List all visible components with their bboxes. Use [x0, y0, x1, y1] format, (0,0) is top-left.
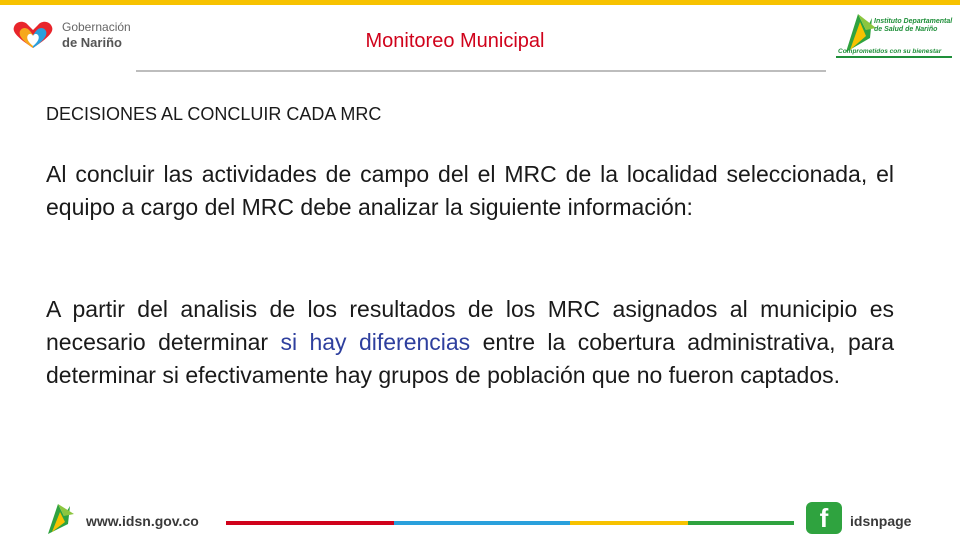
footer-website-link[interactable]: www.idsn.gov.co [86, 513, 199, 529]
footer-stripe-red [226, 521, 394, 525]
top-accent-bar [0, 0, 960, 5]
gobernacion-logo [10, 18, 150, 52]
header-divider [136, 70, 826, 72]
paragraph-2 [46, 293, 894, 392]
footer-stripe-blue [394, 521, 570, 525]
paragraph-2-end: entre la cobertura administrativa, para determinar si efectivamente hay grupos de población que no fueron captados. [46, 329, 894, 388]
institute-name: Instituto Departamental de Salud de Nariño [874, 18, 953, 33]
paragraph-1: Al concluir las actividades de campo del el MRC de la localidad seleccionada, el equipo a cargo del MRC debe analizar la siguiente información: [46, 161, 894, 220]
facebook-icon[interactable]: f [806, 502, 842, 534]
section-title: DECISIONES AL CONCLUIR CADA MRC [46, 104, 382, 124]
institute-tagline: Comprometidos con su bienestar [838, 48, 942, 55]
footer-stripe-green [688, 521, 794, 525]
paragraph-2-highlight: si hay diferencias [280, 329, 471, 355]
paragraph-2-start: A partir del analisis de los resultados de los MRC asignados al municipio es necesario determinar [46, 296, 894, 355]
org-name-line2: de Nariño [62, 35, 122, 50]
heart-logo-icon [10, 20, 56, 50]
footer-stripe-yellow [570, 521, 688, 525]
facebook-handle[interactable]: idsnpage [850, 513, 912, 529]
institute-underline [836, 56, 952, 58]
footer-leaf-logo-icon [44, 500, 82, 536]
page-title: Monitoreo Municipal [365, 30, 545, 52]
org-name-line1: Gobernación [62, 20, 131, 34]
